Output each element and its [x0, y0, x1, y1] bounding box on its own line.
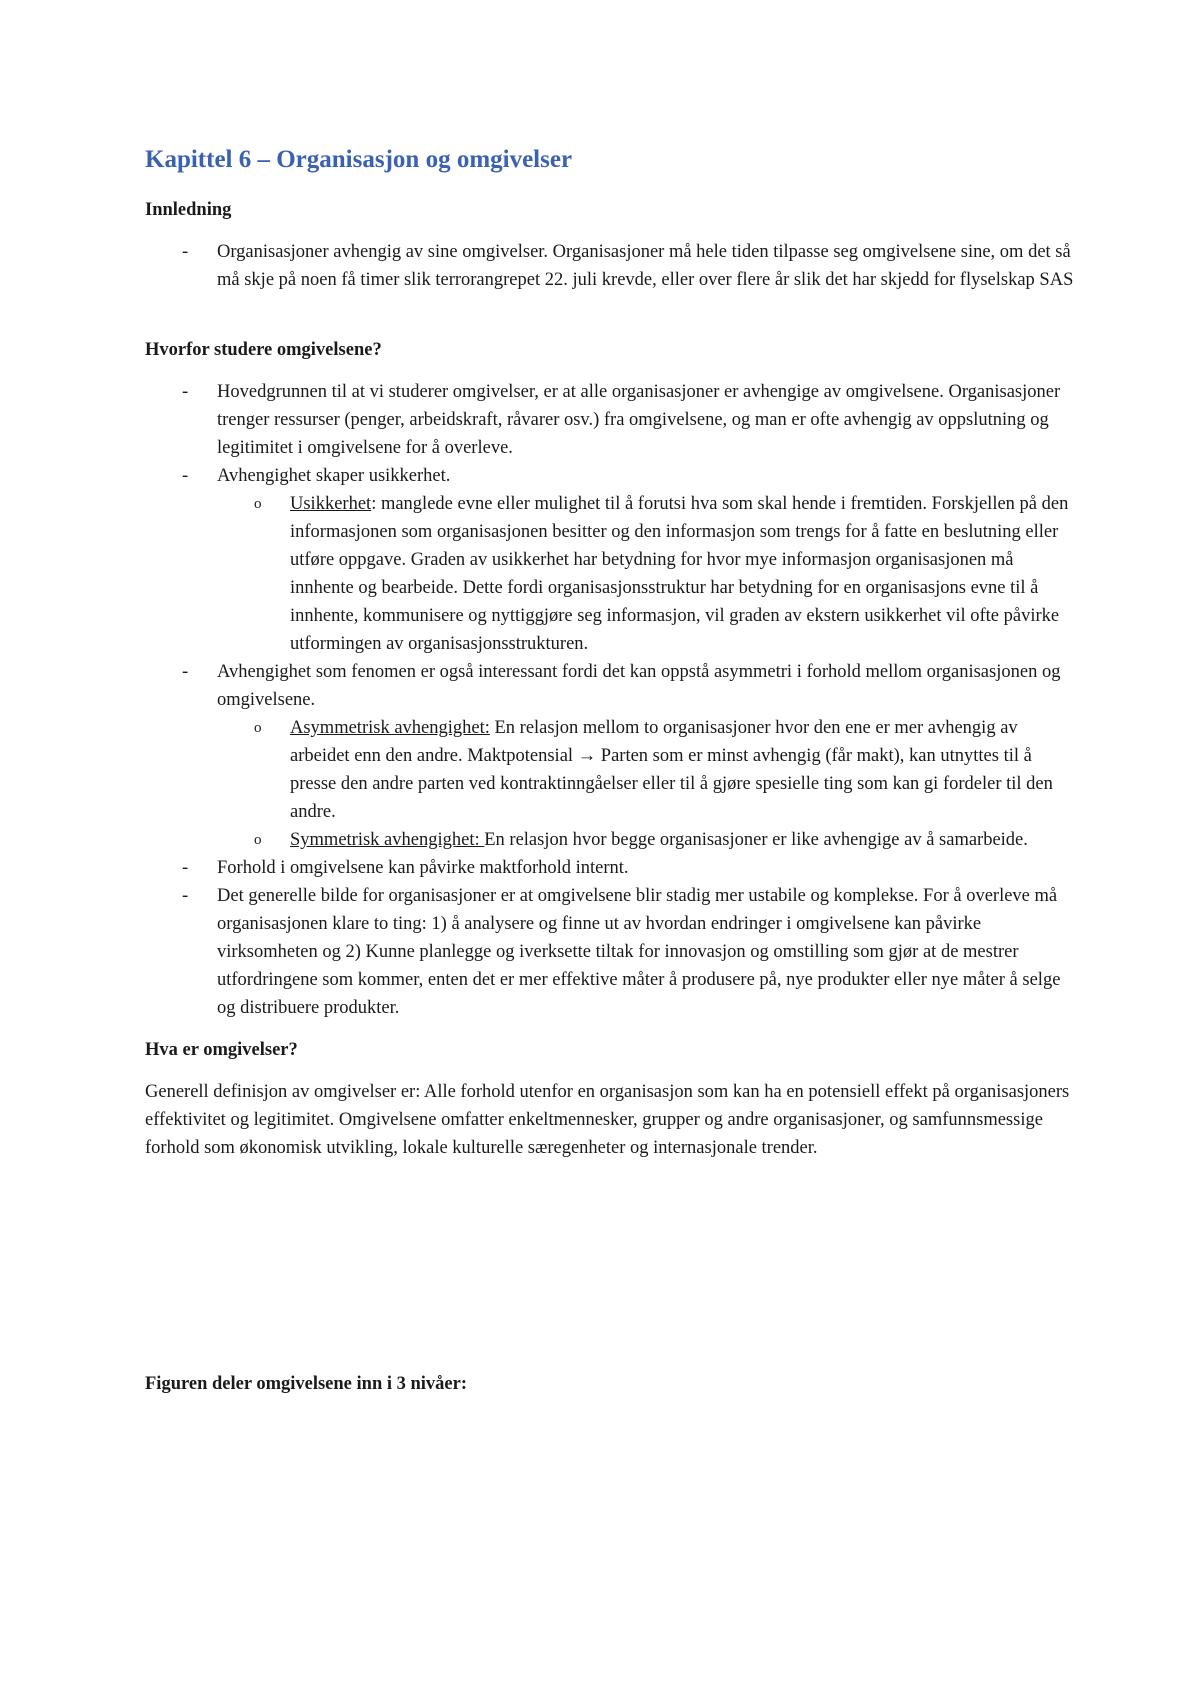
document-page	[145, 140, 1075, 1398]
term-symmetrisk: Symmetrisk avhengighet:	[290, 830, 485, 850]
sub-list-item: o Symmetrisk avhengighet: En relasjon hvor begge organisasjoner er like avhengige av å samarbeide.	[145, 826, 1075, 854]
list-item: - Det generelle bilde for organisasjoner er at omgivelsene blir stadig mer ustabile og komplekse. For å overleve må organisasjonen klare to ting: 1) å analysere og finne ut av hvordan endringer i omgivelsene kan påvirke virksomheten og 2) Kunne planlegge og iverksette tiltak for innovasjon og omstilling som gjør at de mestrer utfordringene som kommer, enten det er mer effektive måter å produsere på, nye produkter eller nye måter å selge og distribuere produkter.	[145, 882, 1075, 1022]
dash-marker: -	[182, 382, 189, 402]
heading-hvorfor: Hvorfor studere omgivelsene?	[145, 340, 382, 360]
chapter-title: Kapittel 6 – Organisasjon og omgivelser	[145, 146, 573, 173]
list-item: - Forhold i omgivelsene kan påvirke maktforhold internt.	[145, 854, 1075, 882]
sub-list-item: o Asymmetrisk avhengighet: En relasjon mellom to organisasjoner hvor den ene er mer avhengig av arbeidet enn den andre. Maktpotensial → Parten som er minst avhengig (får makt), kan utnyttes til å presse den andre parten ved kontraktinngåelser eller til å gjøre spesielle ting som kan gi fordeler til den andre.	[145, 714, 1075, 826]
circle-marker: o	[254, 720, 262, 736]
heading-figuren: Figuren deler omgivelsene inn i 3 nivåer:	[145, 1374, 468, 1394]
list-item: - Hovedgrunnen til at vi studerer omgivelser, er at alle organisasjoner er avhengige av omgivelsene. Organisasjoner trenger ressurser (penger, arbeidskraft, råvarer osv.) fra omgivelsene, og man er ofte avhengig av oppslutning og legitimitet i omgivelsene for å overleve.	[145, 378, 1075, 462]
dash-marker: -	[182, 858, 189, 878]
term-usikkerhet: Usikkerhet	[290, 494, 372, 514]
sub-list	[217, 714, 1075, 854]
sub-list	[217, 490, 1075, 658]
dash-marker: -	[182, 466, 189, 486]
heading-hva: Hva er omgivelser?	[145, 1040, 298, 1060]
list-item: - Avhengighet skaper usikkerhet. o Usikkerhet: manglede evne eller mulighet til å forutsi hva som skal hende i fremtiden. Forskjellen på den informasjonen som organisasjonen besitter og den informasjon som trengs for å fatte en beslutning eller utføre oppgave. Graden av usikkerhet har betydning for hvor mye informasjon organisasjonen må innhente og bearbeide. Dette fordi organisasjonsstruktur har betydning for en organisasjons evne til å innhente, kommunisere og nyttiggjøre seg informasjon, vil graden av ekstern usikkerhet vil ofte påvirke utformingen av organisasjonsstrukturen.	[145, 462, 1075, 658]
hvorfor-list	[145, 378, 1075, 1022]
innledning-list	[145, 238, 1075, 294]
dash-marker: -	[182, 242, 189, 262]
arrow-right-icon: →	[577, 746, 597, 766]
heading-innledning: Innledning	[145, 200, 232, 220]
circle-marker: o	[254, 496, 262, 512]
definition-paragraph: Generell definisjon av omgivelser er: Alle forhold utenfor en organisasjon som kan ha en potensiell effekt på organisasjoners effektivitet og legitimitet. Omgivelsene omfatter enkeltmennesker, grupper og andre organisasjoner, og samfunnsmessige forhold som økonomisk utvikling, lokale kulturelle særegenheter og internasjonale trender.	[145, 1082, 1070, 1158]
dash-marker: -	[182, 662, 189, 682]
sub-list-item: o Usikkerhet: manglede evne eller mulighet til å forutsi hva som skal hende i fremtiden. Forskjellen på den informasjonen som organisasjonen besitter og den informasjon som trengs for å fatte en beslutning eller utføre oppgave. Graden av usikkerhet har betydning for hvor mye informasjon organisasjonen må innhente og bearbeide. Dette fordi organisasjonsstruktur har betydning for en organisasjons evne til å innhente, kommunisere og nyttiggjøre seg informasjon, vil graden av ekstern usikkerhet vil ofte påvirke utformingen av organisasjonsstrukturen.	[145, 490, 1075, 658]
circle-marker: o	[254, 832, 262, 848]
term-asymmetrisk: Asymmetrisk avhengighet:	[290, 718, 490, 738]
dash-marker: -	[182, 886, 189, 906]
list-item: - Organisasjoner avhengig av sine omgivelser. Organisasjoner må hele tiden tilpasse seg omgivelsene sine, om det så må skje på noen få timer slik terrorangrepet 22. juli krevde, eller over flere år slik det har skjedd for flyselskap SAS	[145, 238, 1075, 294]
list-item: - Avhengighet som fenomen er også interessant fordi det kan oppstå asymmetri i forhold mellom organisasjonen og omgivelsene. o Asymmetrisk avhengighet: En relasjon mellom to organisasjoner hvor den ene er mer avhengig av arbeidet enn den andre. Maktpotensial → Parten som er minst avhengig (får makt), kan utnyttes til å presse den andre parten ved kontraktinngåelser eller til å gjøre spesielle ting som kan gi fordeler til den andre. o Symmetrisk avhengighet: En relasjon hvor begge organisasjoner er like avhengige av å samarbeide.	[145, 658, 1075, 854]
